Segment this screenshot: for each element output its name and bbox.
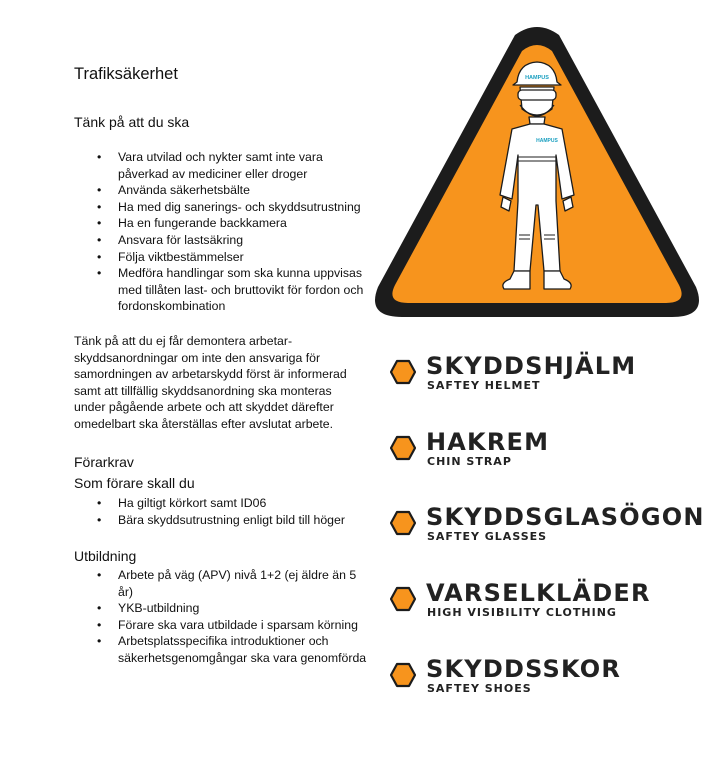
ppe-item-glasses [390, 503, 710, 543]
ppe-item-helmet [390, 352, 710, 392]
orange-hexagon-icon [390, 510, 416, 536]
list-item: • Ansvara för lastsäkring [97, 232, 244, 247]
ppe-label-en: HIGH VISIBILITY CLOTHING [427, 606, 617, 619]
orange-hexagon-icon [390, 586, 416, 612]
think-list [94, 149, 370, 315]
orange-hexagon-icon [390, 359, 416, 385]
education-list [94, 567, 370, 667]
ppe-label-en: SAFTEY GLASSES [427, 530, 548, 543]
list-item: • Arbetsplatsspecifika introduktioner och säkerhetsgenomgångar ska vara genomförda [97, 634, 367, 665]
safety-glasses-icon [518, 90, 556, 100]
ppe-label-sv: SKYDDSHJÄLM [426, 352, 637, 380]
list-item: • Följa viktbestämmelser [97, 249, 244, 264]
driver-subheading: Som förare skall du [74, 475, 195, 491]
neck-icon [529, 117, 545, 124]
ppe-label-en: CHIN STRAP [427, 455, 512, 468]
ppe-label-sv: SKYDDSGLASÖGON [426, 503, 705, 531]
think-heading: Tänk på att du ska [74, 114, 190, 130]
driver-list [94, 495, 370, 528]
page-title: Trafiksäkerhet [74, 65, 178, 83]
ppe-item-shoes [390, 655, 710, 695]
list-item: • Ha med dig sanerings- och skyddsutrustning [97, 199, 361, 214]
list-item: • Bära skyddsutrustning enligt bild till höger [97, 512, 345, 527]
helmet-logo-text: HAMPUS [525, 75, 549, 81]
list-item: • Vara utvilad och nykter samt inte vara påverkad av mediciner eller droger [97, 150, 323, 181]
ppe-label-sv: SKYDDSSKOR [426, 655, 621, 683]
list-item: • YKB-utbildning [97, 601, 200, 616]
orange-hexagon-icon [390, 435, 416, 461]
ppe-label-sv: HAKREM [426, 428, 550, 456]
list-item: • Arbete på väg (APV) nivå 1+2 (ej äldre än 5 år) [97, 568, 357, 599]
list-item: • Medföra handlingar som ska kunna uppvisas med tillåten last- och bruttovikt för fordon och fordonskombination [97, 266, 364, 314]
ppe-label-sv: VARSELKLÄDER [426, 579, 651, 607]
driver-heading: Förarkrav [74, 454, 134, 470]
list-item: • Ha en fungerande backkamera [97, 216, 287, 231]
list-item: • Ha giltigt körkort samt ID06 [97, 496, 267, 510]
ppe-label-en: SAFTEY HELMET [427, 379, 541, 392]
chest-logo-text: HAMPUS [536, 138, 558, 144]
ppe-item-hi-vis-clothing [390, 579, 710, 619]
ppe-label-en: SAFTEY SHOES [427, 682, 532, 695]
demount-paragraph: Tänk på att du ej får demontera arbetar-skyddsanordningar om inte den ansvariga för samordningen av arbetarskydd först är informerad samt att tillfällig skyddsanordning ska monteras under pågående arbete och att skyddet därefter omedelbart ska återställas efter avslutat arbete. [74, 334, 347, 431]
education-heading: Utbildning [74, 548, 137, 564]
list-item: • Använda säkerhetsbälte [97, 183, 250, 198]
list-item: • Förare ska vara utbildade i sparsam körning [97, 617, 358, 632]
ppe-item-chin-strap [390, 428, 710, 468]
ppe-warning-sign [372, 25, 702, 321]
orange-hexagon-icon [390, 662, 416, 688]
